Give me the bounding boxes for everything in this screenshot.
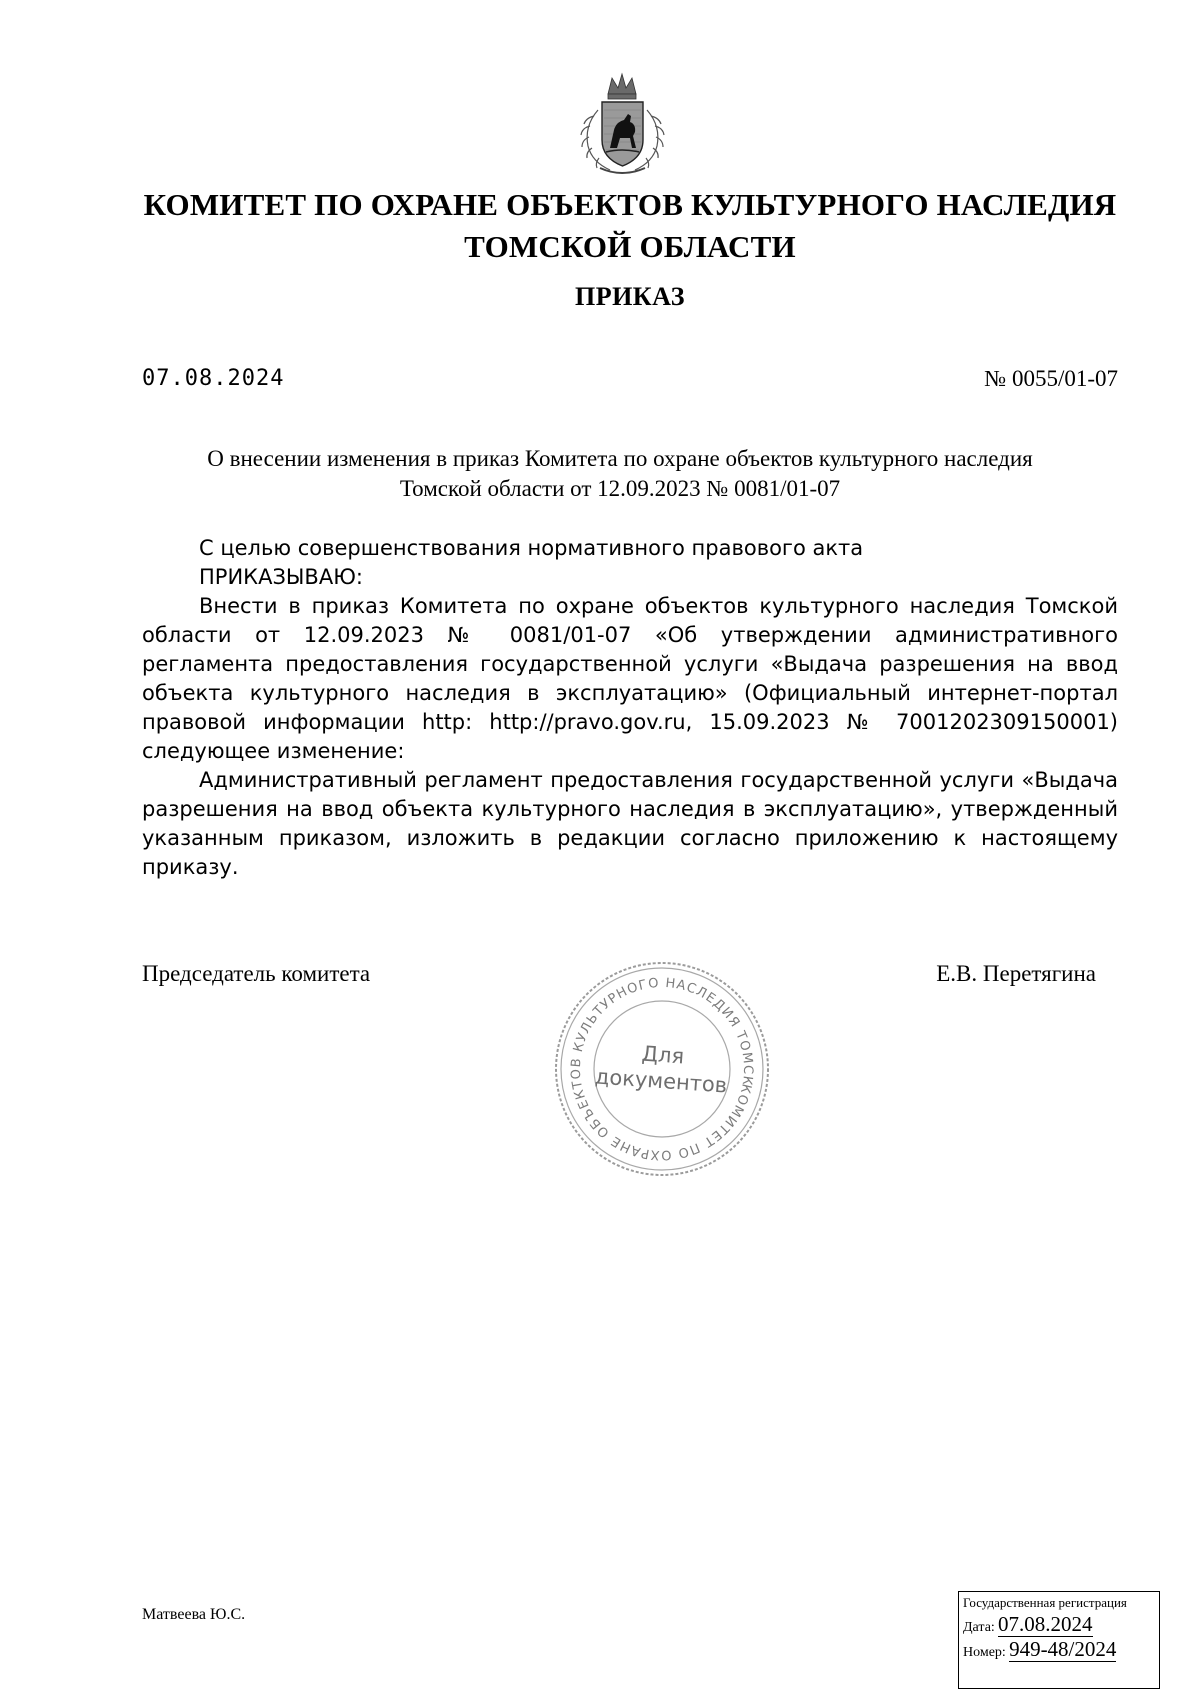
stamp-center-line-1: Для [640, 1041, 685, 1069]
paragraph-regulation: Административный регламент предоставления государственной услуги «Выдача разрешения на ввод объекта культурного наследия в эксплуатацию», утвержденный указанным приказом, изложить в редакции согласно приложению к настоящему приказу. [142, 768, 1118, 879]
document-body [142, 534, 1118, 882]
registration-date-label: Дата: [963, 1620, 995, 1635]
signer-role: Председатель комитета [142, 961, 371, 986]
official-stamp [553, 958, 771, 1180]
registration-date-row [963, 1612, 1155, 1637]
registration-title: Государственная регистрация [963, 1595, 1127, 1610]
document-subject [120, 444, 1120, 504]
subject-line-2: Томской области от 12.09.2023 № 0081/01-07 [399, 476, 841, 501]
subject-line-1: О внесении изменения в приказ Комитета по охране объектов культурного наследия [207, 446, 1033, 471]
document-date: 07.08.2024 [142, 366, 285, 391]
document-number: № 0055/01-07 [984, 366, 1118, 391]
paragraph-amendment: Внести в приказ Комитета по охране объектов культурного наследия Томской области от 12.09.2023 № 0081/01-07 «Об утверждении административного регламента предоставления государственной услуги «Выдача разрешения на ввод объекта культурного наследия в эксплуатацию» (Официальный интернет-портал правовой информации http: http://pravo.gov.ru, 15.09.2023 № 7001202309150001) следующее изменение: [142, 594, 1118, 763]
registration-number-value: 949-48/2024 [1009, 1637, 1117, 1661]
registration-date-value: 07.08.2024 [998, 1612, 1093, 1636]
tomsk-region-coat-of-arms-icon [570, 70, 675, 178]
registration-number-label: Номер: [963, 1645, 1006, 1660]
signer-name: Е.В. Перетягина [936, 961, 1096, 986]
stamp-center-line-2: документов [594, 1064, 728, 1098]
document-type: ПРИКАЗ [574, 282, 686, 311]
executor-name: Матвеева Ю.С. [142, 1606, 246, 1623]
registration-number-row [963, 1637, 1155, 1662]
stamp-ring-text: КОМИТЕТ ПО ОХРАНЕ ОБЪЕКТОВ КУЛЬТУРНОГО НАСЛЕДИЯ ТОМСКОЙ [568, 975, 756, 1163]
purpose-line: С целью совершенствования нормативного правового акта [199, 536, 864, 560]
organization-title-line-2: ТОМСКОЙ ОБЛАСТИ [464, 229, 796, 264]
registration-box [958, 1591, 1160, 1689]
organization-title-line-1: КОМИТЕТ ПО ОХРАНЕ ОБЪЕКТОВ КУЛЬТУРНОГО НАСЛЕДИЯ [143, 187, 1117, 222]
order-word: ПРИКАЗЫВАЮ: [199, 565, 363, 589]
organization-title [100, 184, 1160, 268]
